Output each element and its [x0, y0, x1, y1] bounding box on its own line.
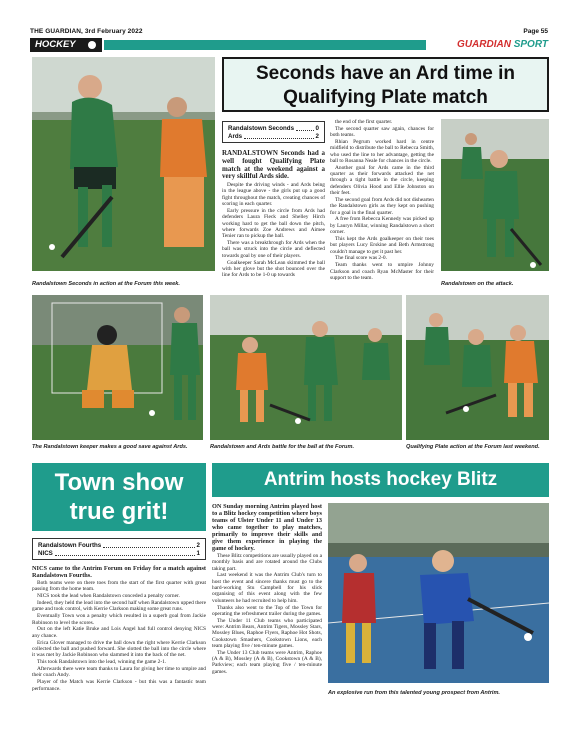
score-row-home: Randalstown Seconds 0: [228, 125, 319, 132]
brand-main: GUARDIAN: [457, 39, 511, 50]
caption-explosive-run: An explosive run from this talented young prospect from Antrim.: [328, 690, 500, 696]
photo-on-attack: [441, 119, 549, 271]
photo-keeper-save: [32, 295, 203, 440]
photo-seconds-action: [32, 57, 215, 271]
brand-sub: SPORT: [513, 39, 548, 50]
story1-col2: the end of the first quarter. The second quarter saw again, chances for both teams. Rhian Pegrum worked hard in centre midfield to distribute the ball to Rebecca Smith, who used the line to her advantage, getting the ball to Rosanna Neale for chances in the circle. Another goal for Ards came in the third quarter as their forwards attacked the net through a tight battle in the circle, keeping defenders Olivia Hood and Ellie Johnston on their feet. The second goal from Ards did not dishearten the Randalstown girls as they kept on pushing for a goal in the final quarter. A free from Rebecca Kennedy was picked up by Lauryn Millar, winning Randalstown a short corner. This kept the Ards goalkeeper on their toes but players Lucy Erskine and Beth Armstrong couldn't manage to get it past her. The final score was 2-0. Team thanks went to umpire Johnny Clarkson and coach Ryan McMaster for their support to the team.: [330, 119, 434, 281]
caption-battle-ball: Randalstown and Ards battle for the ball at the Forum.: [210, 444, 354, 450]
section-tag: [30, 38, 102, 52]
story1-scorebox: [222, 121, 325, 143]
story3-headline: Antrim hosts hockey Blitz: [212, 463, 549, 497]
brand-logo: [457, 38, 548, 52]
caption-on-attack: Randalstown on the attack.: [441, 281, 514, 287]
score-row-away: Ards 2: [228, 133, 319, 140]
caption-seconds-action: Randalstown Seconds in action at the Forum this week.: [32, 281, 180, 287]
story1-col1: RANDALSTOWN Seconds had a well fought Qualifying Plate match at the weekend against a very skillful Ards side. Despite the driving winds - and Ards being in the league above - the girls put up a good fight throughout the match, creating chances of scoring in each quarter. Early pressure in the circle from Ards had defenders Laura Fleck and Shelley Hirch working hard to get the ball down the pitch, where forwards Zoe Andrews and Aimee Tenier ran to pickup the ball. There was a breakthrough for Ards when the ball was struck into the circle and deflected towards goal by one of their players. Goalkeeper Sarah McLean skimmed the ball with her glove but the shot bounced over the line for Ards to be 1-0 up towards: [222, 149, 325, 279]
story2-lead: NICS came to the Antrim Forum on Friday for a match against Randalstown Fourths.: [32, 565, 206, 579]
story1-headline: Seconds have an Ard time in Qualifying Plate match: [222, 57, 549, 112]
story3-body: ON Sunday morning Antrim played host to a Blitz hockey competition where boys teams of Ulster Under 11 and Under 13 who came together to play matches, primarily to improve their skills and give them experience in playing the game of hockey. These Blitz competitions are usually played on a monthly basis and are rotated around the Clubs taking part. Last weekend it was the Antrim Club's turn to host the event and sincere thanks must go to the hard-working Stu Campbell for his slick organising of this event along with the few volunteers he had recruited to help him. Thanks also went to the Top of the Town for operating the refreshment trailer during the games. The Under 11 Club teams who participated were: Antrim Bears, Antrim Tigers, Mossley Stars, Mossley Blues, Raphoe Flyers, Raphoe Hot Shots, Cookstown Smashers, Cookstown Lions, each team playing five / ten-minute games. The Under 13 Club teams were Antrim, Raphoe (A & B), Mossley (A & B), Cookstown (A & B), Parkview; each team playing five / ten-minute games.: [212, 503, 322, 675]
story2-scorebox: [32, 538, 206, 560]
page-number: Page 55: [523, 28, 548, 35]
masthead: THE GUARDIAN, 3rd February 2022: [30, 28, 143, 35]
story2-body: NICS came to the Antrim Forum on Friday for a match against Randalstown Fourths. Both teams were on there toes from the start of the first quarter with great passing from the home team. NICS took the lead when Randalstown conceded a penalty corner. Indeed, they held the lead into the second half when Randalstown upped there game and took control, with Kerrie Clarkson making some great runs. Eventually Town won a penalty which resulted in a superb goal from Jackie Robinson to level the scores. Out on the left Katie Bruke and Lois Angel had full control denying NICS any chance. Erica Glover managed to drive the ball down the right where Kerrie Clarkson collected the ball and pushed forward. She slotted the ball into the circle where it was met by Jackie Robinson who slammed it into the back of the net. This took Randalstown into the lead, winning the game 2-1. Afterwards there were team thanks to Laura for giving her time to umpire and their coach Andy. Player of the Match was Kerrie Clarkson - but this was a fantastic team performance.: [32, 565, 206, 692]
caption-keeper-save: The Randalstown keeper makes a good save against Ards.: [32, 444, 188, 450]
photo-explosive-run: [328, 503, 549, 683]
caption-plate-action: Qualifying Plate action at the Forum last weekend.: [406, 444, 540, 450]
score-row-home: Randalstown Fourths 2: [38, 542, 200, 549]
photo-plate-action: [406, 295, 549, 440]
score-row-away: NICS 1: [38, 550, 200, 557]
section-label: HOCKEY: [35, 39, 76, 50]
story2-headline: Town show true grit!: [32, 463, 206, 531]
story1-lead: RANDALSTOWN Seconds had a well fought Qualifying Plate match at the weekend against a very skillful Ards side.: [222, 149, 325, 181]
hockey-ball-icon: [88, 41, 96, 49]
story3-lead: ON Sunday morning Antrim played host to a Blitz hockey competition where boys teams of Ulster Under 11 and Under 13 who came together to play matches, primarily to improve their skills and give them experience in playing the game of hockey.: [212, 503, 322, 552]
photo-battle-ball: [210, 295, 402, 440]
header-rule: [104, 40, 426, 50]
